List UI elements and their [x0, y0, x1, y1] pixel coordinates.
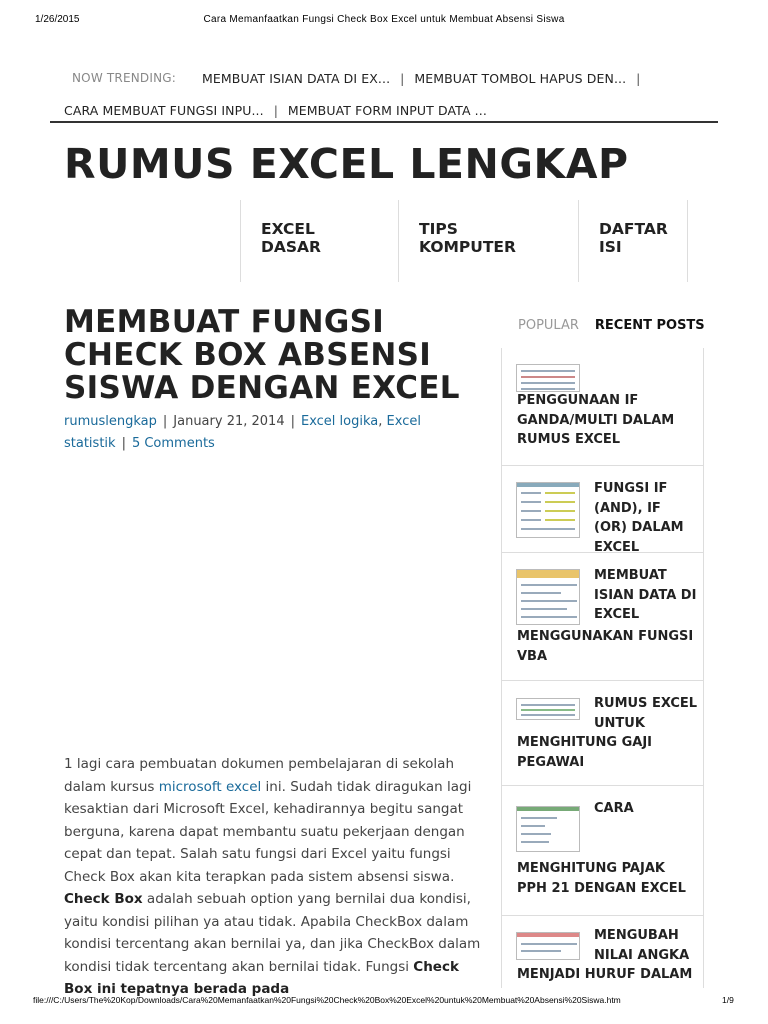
trending-row-1 — [64, 62, 719, 94]
sidebar-post-title: CARA — [594, 801, 634, 816]
trending-link-1[interactable]: MEMBUAT ISIAN DATA DI EX... — [202, 70, 391, 86]
sidebar-post-item[interactable] — [502, 916, 703, 988]
nav-item-daftar-isi[interactable]: DAFTAR ISI — [578, 200, 688, 282]
trending-label: NOW TRENDING: — [72, 71, 177, 85]
trending-bar — [64, 62, 719, 126]
post-meta — [64, 411, 484, 455]
nav-item-excel-dasar[interactable]: EXCEL DASAR — [240, 200, 398, 282]
sidebar-post-item[interactable] — [502, 681, 703, 786]
trending-link-3[interactable]: CARA MEMBUAT FUNGSI INPU... — [64, 102, 264, 118]
main-nav — [240, 200, 688, 282]
tab-popular[interactable]: POPULAR — [518, 318, 579, 333]
sidebar-post-title-cont: MENGHITUNG PAJAK PPH 21 DENGAN EXCEL — [517, 861, 686, 896]
sidebar-post-title-cont: MENJADI HURUF DALAM — [517, 967, 693, 982]
post-thumbnail — [516, 569, 580, 625]
sidebar-post-title: RUMUS EXCEL UNTUK — [594, 696, 698, 731]
nav-item-tips-komputer[interactable]: TIPS KOMPUTER — [398, 200, 578, 282]
body-text-2: ini. Sudah tidak diragukan lagi kesaktian dari Microsoft Excel, kehadirannya begitu sangat berguna, karena dapat membantu suatu pekerjaan dengan cepat dan tepat. Salah satu fungsi dari Excel yaitu fungsi Check Box akan kita terapkan pada sistem absensi siswa. — [64, 778, 472, 885]
post-title: MEMBUAT FUNGSI CHECK BOX ABSENSI SISWA DENGAN EXCEL — [64, 304, 460, 406]
trending-link-2[interactable]: MEMBUAT TOMBOL HAPUS DEN... — [414, 70, 627, 86]
print-date: 1/26/2015 — [35, 14, 80, 25]
post-author-link[interactable]: rumuslengkap — [64, 414, 157, 429]
sidebar-post-title: MEMBUAT ISIAN DATA DI EXCEL — [594, 568, 697, 622]
post-thumbnail — [516, 482, 580, 538]
site-title[interactable]: RUMUS EXCEL LENGKAP — [64, 140, 629, 188]
sidebar-post-title-cont: MENGGUNAKAN FUNGSI VBA — [517, 629, 694, 664]
body-bold-1: Check Box — [64, 891, 143, 907]
sidebar-tabs — [518, 318, 705, 333]
trending-separator: | — [636, 70, 641, 86]
post-thumbnail — [516, 806, 580, 852]
sidebar-post-title-cont: MENGHITUNG GAJI PEGAWAI — [517, 735, 652, 770]
body-bold-2: Check Box ini tepatnya berada pada — [64, 958, 459, 997]
post-body — [64, 753, 490, 1001]
sidebar-post-title: PENGGUNAAN IF GANDA/MULTI DALAM RUMUS EXCEL — [517, 393, 675, 447]
comments-link[interactable]: 5 Comments — [131, 436, 215, 451]
meta-separator: | — [290, 414, 295, 429]
body-text-1: 1 lagi cara pembuatan dokumen pembelajaran di sekolah dalam kursus — [64, 756, 454, 795]
post-thumbnail — [516, 698, 580, 720]
meta-separator: | — [162, 414, 168, 429]
print-footer-page: 1/9 — [722, 995, 734, 1005]
sidebar-post-item[interactable] — [502, 348, 703, 466]
trending-separator: | — [400, 70, 405, 86]
header-divider — [50, 121, 718, 123]
sidebar-post-title: MENGUBAH NILAI ANGKA — [594, 928, 690, 963]
trending-separator: | — [273, 102, 278, 118]
sidebar-post-item[interactable] — [502, 466, 703, 553]
category-separator: , — [378, 414, 383, 429]
meta-separator: | — [121, 436, 126, 451]
print-footer-path: file:///C:/Users/The%20Kop/Downloads/Cara%20Memanfaatkan%20Fungsi%20Check%20Box%20Excel%20untuk%20Membuat%20Absensi%20Siswa.htm — [33, 995, 621, 1005]
print-header — [0, 14, 768, 30]
tab-recent-posts[interactable]: RECENT POSTS — [594, 318, 705, 333]
sidebar-post-list — [501, 348, 704, 988]
body-text-3: adalah sebuah option yang bernilai dua kondisi, yaitu kondisi pilihan ya atau tidak. Apabila CheckBox dalam kondisi tercentang akan bernilai ya, dan jika CheckBox dalam kondisi tidak tercentang akan bernilai tidak. Fungsi — [64, 891, 481, 975]
post-date: January 21, 2014 — [173, 414, 285, 429]
sidebar-post-title: FUNGSI IF (AND), IF (OR) DALAM EXCEL — [594, 481, 684, 555]
post-thumbnail — [516, 932, 580, 960]
microsoft-excel-link[interactable]: microsoft excel — [158, 778, 262, 795]
category-link-logika[interactable]: Excel logika — [300, 414, 379, 429]
sidebar-post-item[interactable] — [502, 553, 703, 681]
post-thumbnail — [516, 364, 580, 392]
trending-link-4[interactable]: MEMBUAT FORM INPUT DATA ... — [287, 102, 487, 118]
print-title: Cara Memanfaatkan Fungsi Check Box Excel untuk Membuat Absensi Siswa — [203, 14, 565, 25]
sidebar-post-item[interactable] — [502, 786, 703, 916]
category-link-statistik[interactable]: Excel statistik — [64, 414, 421, 451]
